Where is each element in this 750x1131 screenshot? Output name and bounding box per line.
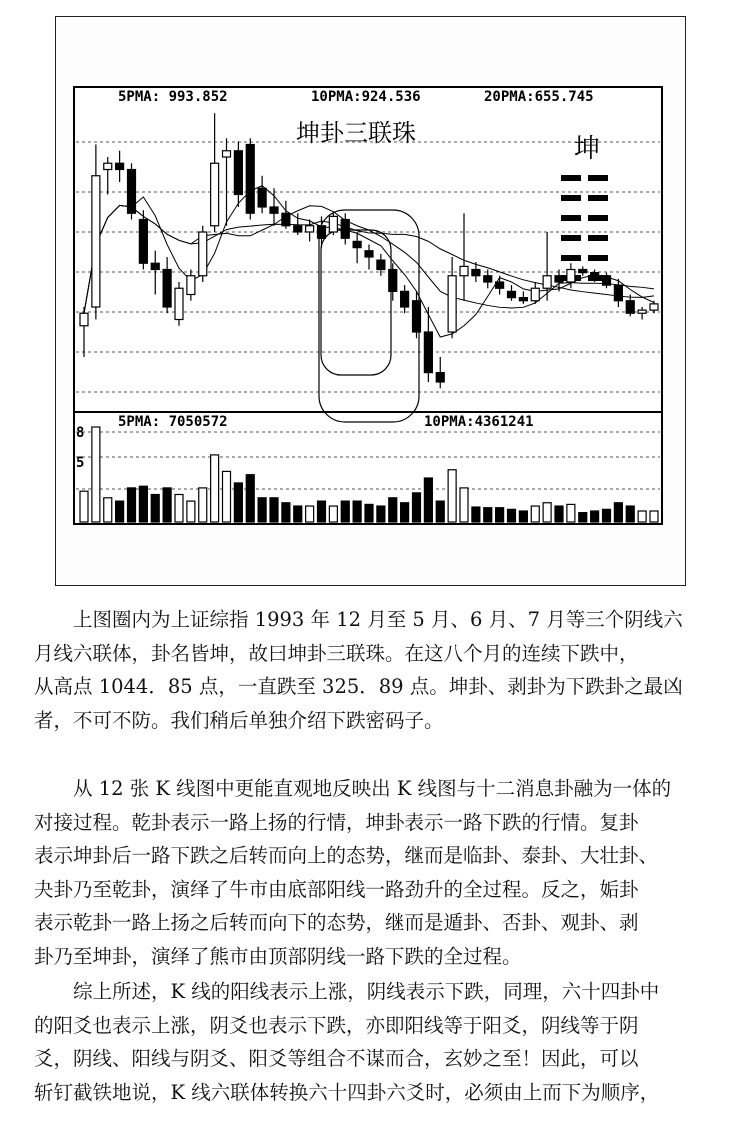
candle-yang (567, 270, 575, 283)
volume-bar (567, 504, 575, 522)
volume-bar (389, 498, 397, 522)
candle-yin (436, 373, 444, 382)
volume-bar (175, 495, 183, 523)
volume-bar (294, 506, 302, 522)
candle-yin (424, 332, 432, 373)
volume-bar (258, 498, 266, 522)
candle-yin (603, 276, 611, 285)
volume-bar (496, 508, 504, 522)
price-ma20-label: 20PMA:655.745 (484, 89, 594, 105)
candle-yin (496, 282, 504, 288)
volume-bar (365, 504, 373, 522)
volume-bar (223, 471, 231, 522)
volume-bar (151, 495, 159, 523)
candle-yin (365, 251, 373, 257)
candle-yin (579, 270, 587, 273)
volume-axis-label-8: 8 (76, 425, 85, 441)
p2-line: 夬卦乃至乾卦，演绎了牛市由底部阳线一路劲升的全过程。反之，姤卦 (34, 877, 639, 901)
volume-bar (128, 488, 136, 522)
yin-line-left (561, 255, 581, 261)
price-ma5-label: 5PMA: 993.852 (118, 89, 228, 105)
paragraph-3 (34, 975, 716, 1109)
candle-yang (199, 232, 207, 276)
candle-yin (270, 207, 278, 213)
candle-yin (519, 298, 527, 301)
candle-yin (472, 270, 480, 276)
candle-yin (282, 213, 290, 226)
p1-line: 月线六联体，卦名皆坤，故曰坤卦三联珠。在这八个月的连续下跌中， (34, 641, 639, 665)
volume-bar (472, 507, 480, 522)
candle-yang (175, 288, 183, 319)
candle-yang (448, 276, 456, 332)
yin-line-left (561, 175, 581, 181)
volume-bar (163, 488, 171, 522)
candle-yang (187, 276, 195, 295)
candle-yang (104, 163, 112, 169)
candle-yin (151, 263, 159, 269)
candle-yin (163, 270, 171, 308)
volume-bar (603, 509, 611, 522)
p3-line: 爻，阴线、阳线与阴爻、阳爻等组合不谋而合，玄妙之至！因此，可以 (34, 1047, 639, 1070)
volume-axis-label-5: 5 (76, 455, 85, 471)
volume-bar (377, 506, 385, 522)
price-ma10-label: 10PMA:924.536 (311, 89, 421, 105)
volume-bar (436, 501, 444, 522)
paragraph-2 (34, 772, 716, 973)
candle-yin (294, 226, 302, 232)
volume-bar (187, 501, 195, 522)
volume-bar (555, 506, 563, 522)
volume-bar (92, 427, 100, 522)
candle-yin (401, 291, 409, 307)
yin-line-left (561, 195, 581, 201)
yin-line-left (561, 235, 581, 241)
candle-yin (234, 151, 242, 195)
p1-line: 从高点 1044．85 点，一直跌至 325．89 点。坤卦、剥卦为下跌卦之最凶 (34, 675, 683, 698)
volume-bar (508, 509, 516, 522)
volume-bar (614, 503, 622, 522)
yin-line-left (561, 215, 581, 221)
candle-yang (329, 216, 337, 232)
candle-yin (508, 291, 516, 297)
candle-yang (531, 288, 539, 301)
volume-bar (116, 501, 124, 522)
volume-bar (460, 488, 468, 522)
p3-line: 的阳爻也表示上涨，阴爻也表示下跌，亦即阳线等于阳爻，阴线等于阴 (34, 1013, 639, 1037)
volume-bar (401, 503, 409, 522)
volume-bar (579, 513, 587, 522)
candle-yang (306, 226, 314, 232)
volume-bar (638, 511, 646, 522)
figure-frame (55, 16, 686, 586)
volume-bar (591, 511, 599, 522)
volume-bar (104, 498, 112, 522)
p1-line: 者，不可不防。我们稍后单独介绍下跌密码子。 (34, 708, 444, 732)
p3-line: 斩钉截铁地说，K 线六联体转换六十四卦六爻时，必须由上而下为顺序， (34, 1080, 660, 1104)
p2-line: 表示坤卦后一路下跌之后转而向上的态势，继而是临卦、泰卦、大壮卦、 (34, 844, 659, 867)
paragraph-1 (34, 603, 716, 737)
p2-line: 从 12 张 K 线图中更能直观地反映出 K 线图与十二消息卦融为一体的 (73, 777, 672, 800)
p3-line: 综上所述，K 线的阳线表示上涨，阴线表示下跌，同理，六十四卦中 (73, 980, 660, 1003)
candle-yin (484, 276, 492, 282)
candle-yin (614, 285, 622, 301)
candle-yin (318, 226, 326, 239)
volume-bar (318, 501, 326, 522)
volume-bar (306, 506, 314, 522)
candle-yin (353, 241, 361, 247)
candle-yang (80, 313, 88, 326)
volume-bar (519, 511, 527, 522)
candle-yin (341, 220, 349, 239)
candle-yin (258, 188, 266, 207)
candle-yin (246, 145, 254, 214)
volume-bar (448, 470, 456, 522)
volume-ma5-label: 5PMA: 7050572 (118, 414, 228, 430)
volume-bar (80, 491, 88, 522)
candle-yang (92, 176, 100, 307)
p2-line: 卦乃至坤卦，演绎了熊市由顶部阴线一路下跌的全过程。 (34, 944, 522, 968)
candle-yang (460, 266, 468, 275)
hexagram-name: 坤 (574, 134, 601, 164)
yin-line-right (588, 195, 608, 201)
volume-bar (543, 503, 551, 522)
p2-line: 表示乾卦一路上扬之后转而向下的态势，继而是遁卦、否卦、观卦、剥 (34, 911, 639, 934)
candle-yin (139, 220, 147, 264)
yin-line-right (588, 255, 608, 261)
candle-yin (128, 170, 136, 214)
candle-yin (591, 273, 599, 276)
volume-bar (270, 498, 278, 522)
candle-yin (626, 301, 634, 314)
chart-title: 坤卦三联珠 (296, 119, 416, 147)
candle-yin (555, 276, 563, 282)
volume-bar (341, 501, 349, 522)
volume-bar (199, 488, 207, 522)
volume-bar (246, 475, 254, 522)
volume-bar (234, 483, 242, 522)
volume-bar (531, 506, 539, 522)
p2-line: 对接过程。乾卦表示一路上扬的行情，坤卦表示一路下跌的行情。复卦 (34, 810, 639, 834)
volume-bar (650, 511, 658, 522)
candle-yin (377, 260, 385, 269)
candle-yang (650, 304, 658, 310)
yin-line-right (588, 235, 608, 241)
yin-line-right (588, 215, 608, 221)
candle-yang (543, 276, 551, 289)
volume-bar (626, 506, 634, 522)
candle-yin (413, 301, 421, 332)
candle-yang (223, 151, 231, 157)
kline-chart (56, 17, 685, 585)
volume-bar (211, 455, 219, 522)
volume-bar (282, 503, 290, 522)
volume-ma10-label: 10PMA:4361241 (424, 414, 534, 430)
p1-line: 上图圈内为上证综指 1993 年 12 月至 5 月、6 月、7 月等三个阴线六 (73, 608, 683, 631)
yin-line-right (588, 175, 608, 181)
candle-yang (638, 310, 646, 313)
volume-bar (424, 478, 432, 522)
volume-bar (329, 506, 337, 522)
volume-bar (413, 493, 421, 522)
candle-yin (389, 270, 397, 292)
volume-bar (139, 486, 147, 522)
volume-bar (353, 501, 361, 522)
candle-yin (116, 163, 124, 169)
volume-bar (484, 508, 492, 522)
candle-yang (211, 163, 219, 226)
